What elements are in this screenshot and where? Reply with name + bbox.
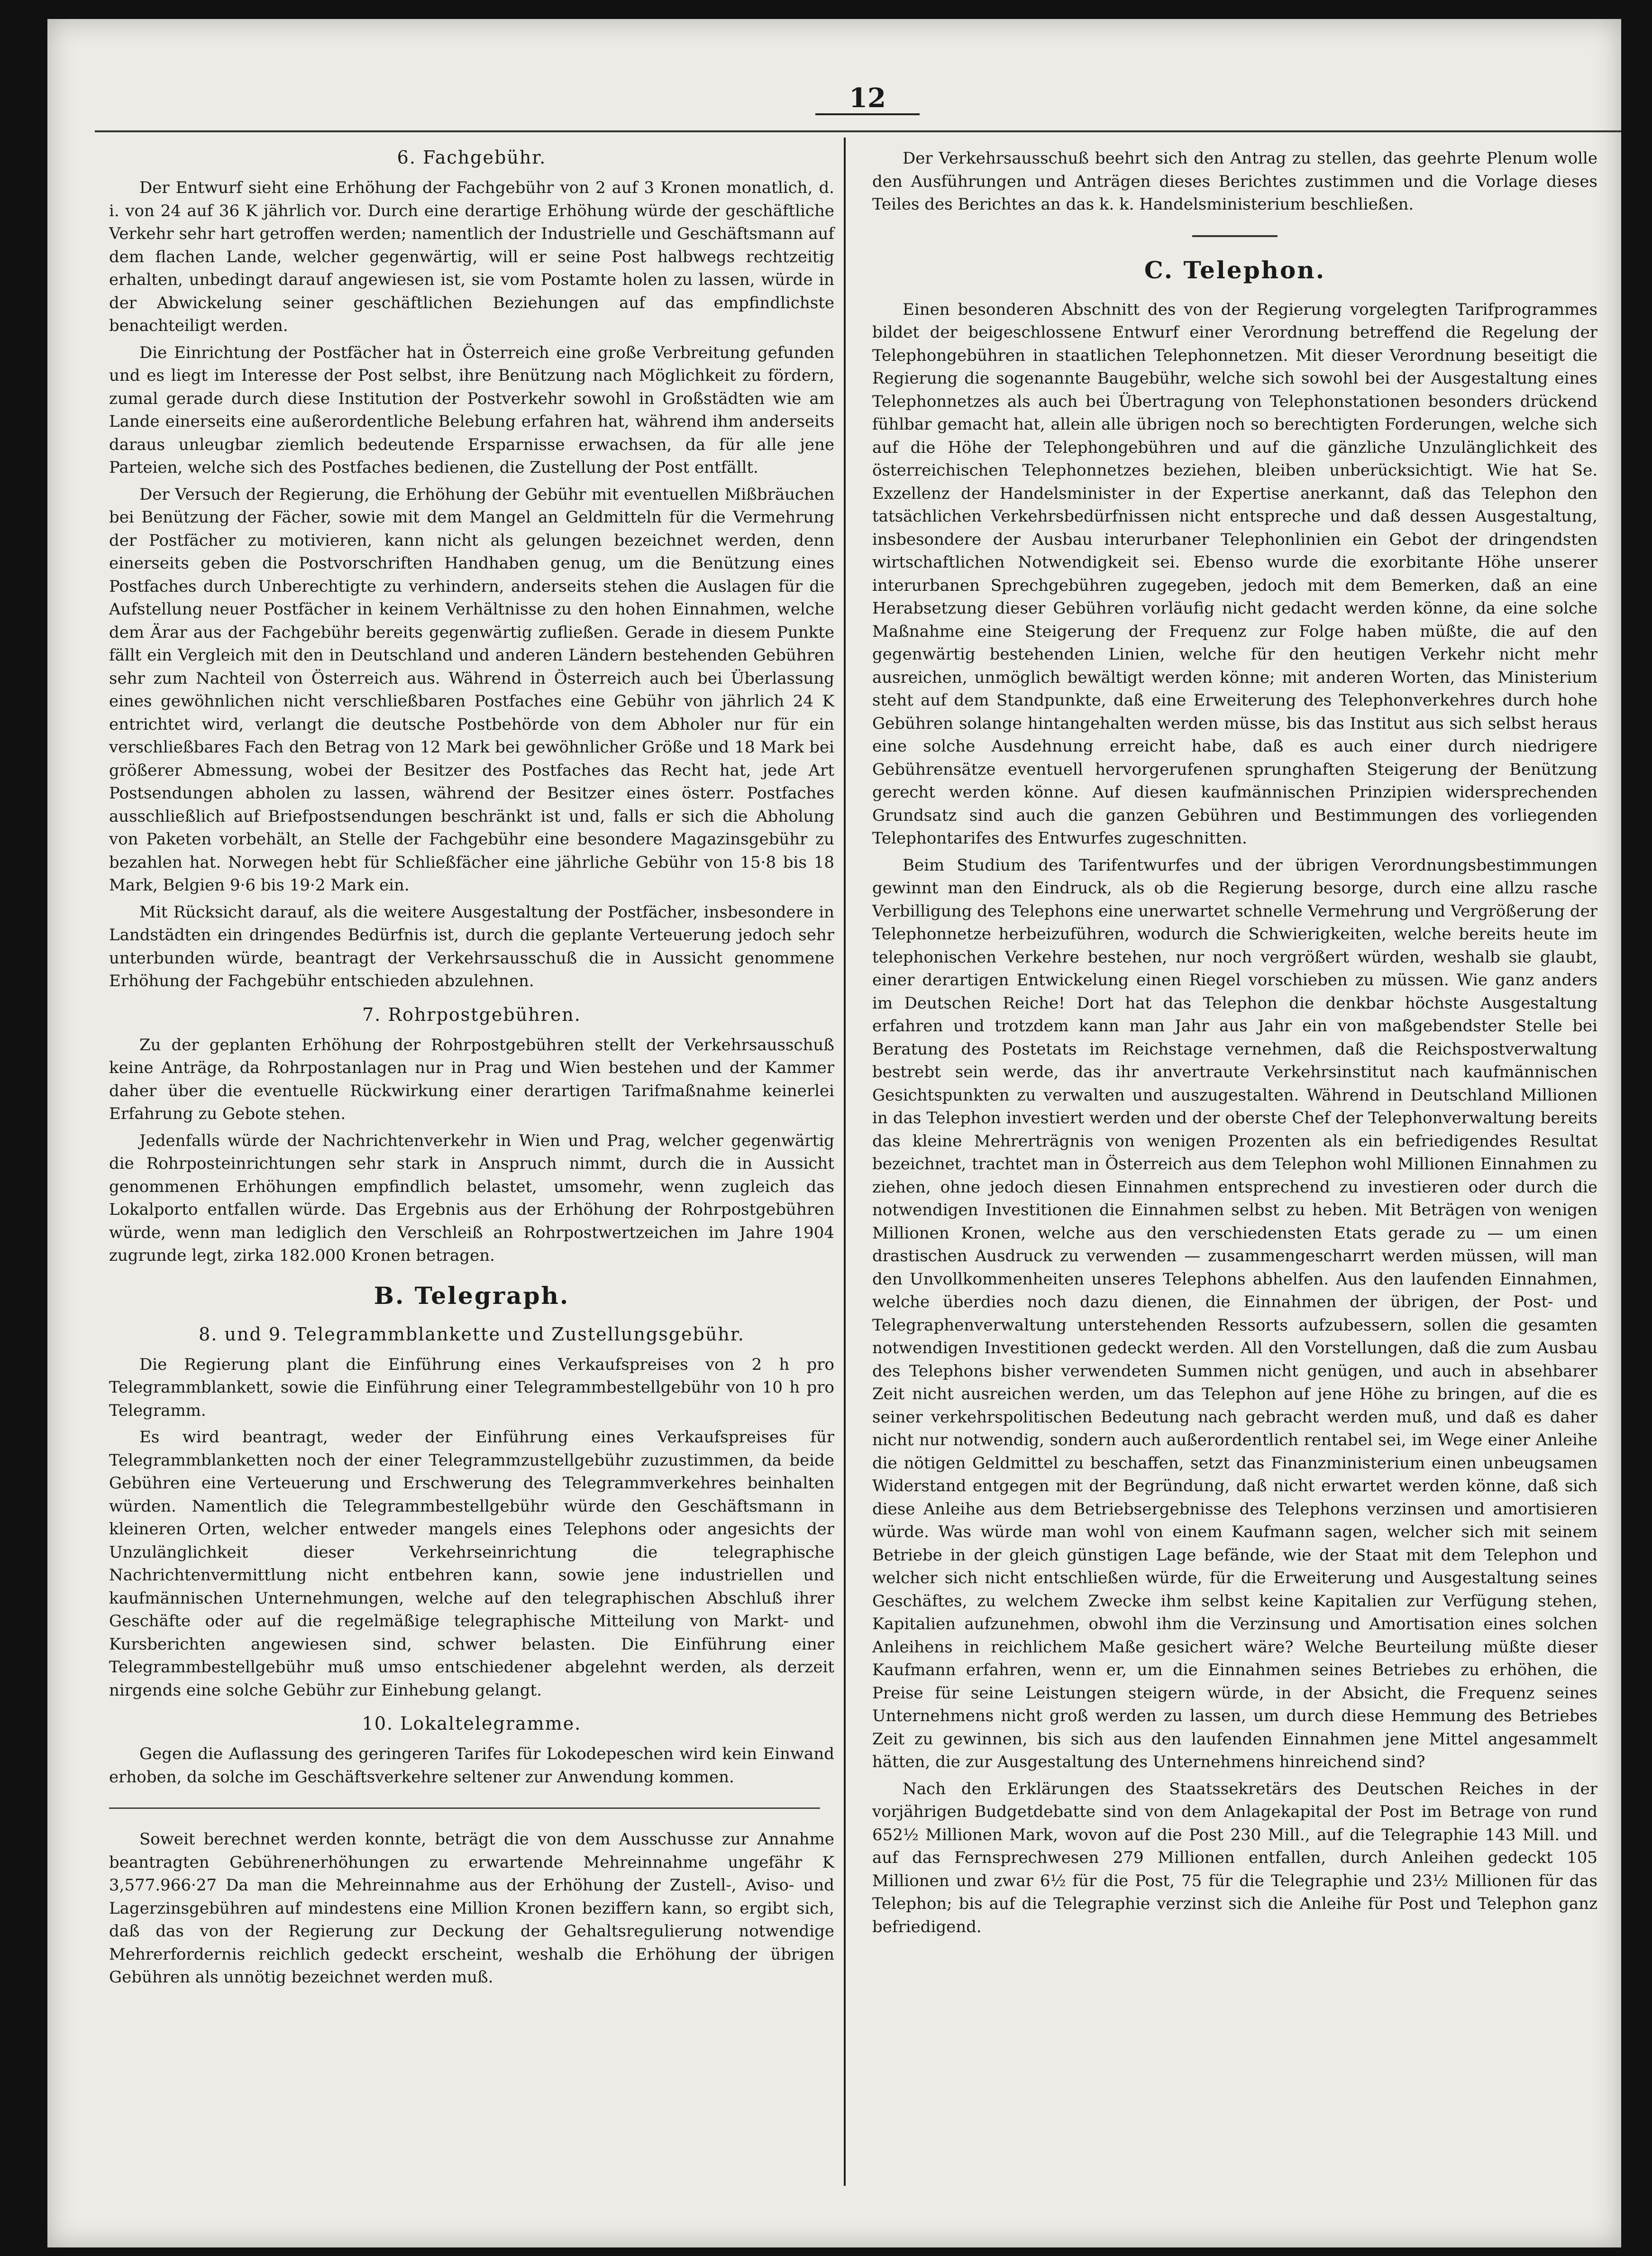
header-rule	[95, 130, 1621, 132]
section-heading-lokaltelegramme: 10. Lokaltelegramme.	[362, 1713, 582, 1734]
paragraph: Die Einrichtung der Postfächer hat in Österreich eine große Verbreitung gefunden und es liegt im Interesse der Post selbst, ihre Benützung nach Möglichkeit zu fördern, zumal gerade durch diese Institution der Postverkehr sowohl in Großstädten wie am Lande einerseits eine außerordentliche Belebung erfahren hat, während ihm anderseits daraus unleugbar ziemlich bedeutende Ersparnisse erwachsen, da für alle jene Parteien, welche sich des Postfaches bedienen, die Zustellung der Post entfällt.	[109, 343, 834, 477]
paragraph: Beim Studium des Tarifentwurfes und der übrigen Verordnungsbestimmungen gewinnt man den Eindruck, als ob die Regierung besorge, durch eine allzu rasche Verbilligung des Telephons eine unerwartet schnelle Vermehrung und Vergrößerung der Telephonnetze herbeizuführen, wodurch die Schwierigkeiten, welche bereits heute im telephonischen Verkehre bestehen, nur noch vergrößert würden, weshalb sie glaubt, einer derartigen Entwickelung einen Riegel vorschieben zu müssen. Wie ganz anders im Deutschen Reiche! Dort hat das Telephon die denkbar höchste Ausgestaltung erfahren und trotzdem kann man Jahr aus Jahr ein von maßgebendster Stelle bei Beratung des Postetats im Reichstage vernehmen, daß die Reichspostverwaltung bestrebt sein werde, das ihr anvertraute Verkehrsinstitut nach kaufmännischen Gesichtspunkten zu verwalten und auszugestalten. Während in Deutschland Millionen in das Telephon investiert werden und der oberste Chef der Telephonverwaltung bereits das kleine Mehrerträgnis von wenigen Prozenten als ein befriedigendes Resultat bezeichnet, trachtet man in Österreich aus dem Telephon wohl Millionen Einnahmen zu ziehen, ohne jedoch diesen Einnahmen entsprechend zu investieren oder durch die notwendigen Investitionen die Einnahmen selbst zu heben. Mit Beträgen von wenigen Millionen Kronen, welche aus den verschiedensten Etats gerade zu — um einen drastischen Ausdruck zu verwenden — zusammengescharrt werden müssen, will man den Unvollkommenheiten unseres Telephons abhelfen. Aus den laufenden Einnahmen, welche überdies noch dazu dienen, die Einnahmen der übrigen, der Post- und Telegraphenverwaltung unterstehenden Ressorts aufzubessern, sollen die gesamten notwendigen Investitionen gedeckt werden. All den Vorstellungen, daß die zum Ausbau des Telephons bisher verwendeten Summen nicht genügen, und auch in absehbarer Zeit nicht ausreichen werden, um das Telephon auf jene Höhe zu bringen, auf die es seiner verkehrspolitischen Bedeutung nach gebracht werden muß, und daß es daher nicht nur notwendig, sondern auch außerordentlich rentabel sei, im Wege einer Anleihe die nötigen Geldmittel zu beschaffen, setzt das Finanzministerium einen unbeugsamen Widerstand entgegen mit der Begründung, daß nicht erwartet werden könne, daß sich diese Anleihe aus dem Betriebsergebnisse des Telephons verzinsen und amortisieren würde. Was würde man wohl von einem Kaufmann sagen, welcher sich mit seinem Betriebe in der gleich günstigen Lage befände, wie der Staat mit dem Telephon und welcher sich nicht entschließen würde, für die Erweiterung und Ausgestaltung seines Geschäftes, zu welchem Zwecke ihm selbst keine Kapitalien zur Verfügung stehen, Kapitalien aufzunehmen, obwohl ihm die Verzinsung und Amortisation eines solchen Anleihens in reichlichem Maße gesichert wäre? Welche Beurteilung müßte dieser Kaufmann erfahren, wenn er, um die Einnahmen seines Betriebes zu erhöhen, die Preise für seine Leistungen steigern würde, in der Absicht, die Frequenz seines Unternehmens nicht groß werden zu lassen, um durch diese Hemmung des Betriebes Zeit zu gewinnen, bis sich aus den laufenden Einnahmen jene Mittel angesammelt hätten, die zur Ausgestaltung des Unternehmens hinreichend sind?	[872, 855, 1597, 1771]
left-column	[109, 147, 834, 1993]
paragraph: Gegen die Auflassung des geringeren Tarifes für Lokodepeschen wird kein Einwand erhoben, da solche im Geschäftsverkehre seltener zur Anwendung kommen.	[109, 1744, 834, 1787]
column-divider	[844, 138, 846, 2186]
paragraph: Der Versuch der Regierung, die Erhöhung der Gebühr mit eventuellen Mißbräuchen bei Benützung der Fächer, sowie mit dem Mangel an Geldmitteln für die Vermehrung der Postfächer zu motivieren, kann nicht als gelungen bezeichnet werden, denn einerseits geben die Postvorschriften Handhaben genug, um die Benützung eines Postfaches durch Unberechtigte zu verhindern, anderseits stehen die Auslagen für die Aufstellung neuer Postfächer in keinem Verhältnisse zu den hohen Einnahmen, welche dem Ärar aus der Fachgebühr bereits gegenwärtig zufließen. Gerade in diesem Punkte fällt ein Vergleich mit den in Deutschland und anderen Ländern bestehenden Gebühren sehr zum Nachteil von Österreich aus. Während in Österreich auch bei Überlassung eines gewöhnlichen nicht verschließbaren Postfaches eine Gebühr von jährlich 24 K entrichtet wird, verlangt die deutsche Postbehörde von dem Abholer nur für ein verschließbares Fach den Betrag von 12 Mark bei gewöhnlicher Größe und 18 Mark bei größerer Abmessung, wobei der Besitzer des Postfaches das Recht hat, jede Art Postsendungen abholen zu lassen, während der Besitzer eines österr. Postfaches ausschließlich auf Briefpostsendungen beschränkt ist und, falls er sich die Abholung von Paketen vorbehält, an Stelle der Fachgebühr eine besondere Magazinsgebühr zu bezahlen hat. Norwegen hebt für Schließfächer eine jährliche Gebühr von 15·8 bis 18 Mark, Belgien 9·6 bis 19·2 Mark ein.	[109, 485, 834, 895]
paragraph: Einen besonderen Abschnitt des von der Regierung vorgelegten Tarifprogrammes bildet der beigeschlossene Entwurf einer Verordnung betreffend die Regelung der Telephongebühren in staatlichen Telephonnetzen. Mit dieser Verordnung beseitigt die Regierung die sogenannte Baugebühr, welche sich sowohl bei der Ausgestaltung eines Telephonnetzes als auch bei Übertragung von Telephonstationen besonders drückend fühlbar gemacht hat, allein alle übrigen noch so berechtigten Forderungen, welche sich auf die Höhe der Telephongebühren und auf die gänzliche Unzulänglichkeit des österreichischen Telephonnetzes beziehen, bleiben unberücksichtigt. Wie hat Se. Exzellenz der Handelsminister in der Expertise anerkannt, daß das Telephon den tatsächlichen Verkehrsbedürfnissen nicht entspreche und daß dessen Ausgestaltung, insbesondere der Ausbau interurbaner Telephonlinien ein Gebot der dringendsten wirtschaftlichen Notwendigkeit sei. Ebenso wurde die exorbitante Höhe unserer interurbanen Sprechgebühren zugegeben, jedoch mit dem Bemerken, daß an eine Herabsetzung dieser Gebühren vorläufig nicht gedacht werden könne, da eine solche Maßnahme eine Steigerung der Frequenz zur Folge haben müßte, die auf den gegenwärtig bestehenden Linien, welche für den heutigen Verkehr nicht mehr ausreichen, unmöglich bewältigt werden könne; mit anderen Worten, das Ministerium steht auf dem Standpunkte, daß eine Erweiterung des Telephonverkehres durch hohe Gebühren solange hintangehalten werden müsse, bis das Institut aus sich selbst heraus eine solche Ausdehnung erreicht habe, daß es auch einer durch niedrigere Gebührensätze eventuell hervorgerufenen sprunghaften Steigerung der Benützung gerecht werden könne. Auf diesen kaufmännischen Prinzipien widersprechenden Grundsatz sind auch die ganzen Gebühren und Bestimmungen des vorliegenden Telephontarifes des Entwurfes zugeschnitten.	[872, 300, 1597, 848]
section-heading-telephon: C. Telephon.	[1144, 256, 1326, 284]
paragraph: Jedenfalls würde der Nachrichtenverkehr in Wien und Prag, welcher gegenwärtig die Rohrposteinrichtungen sehr stark in Anspruch nimmt, durch die in Aussicht genommenen Erhöhungen empfindlich belastet, umsomehr, wenn zugleich das Lokalporto entfallen würde. Das Ergebnis aus der Erhöhung der Rohrpostgebühren würde, wenn man lediglich den Verschleiß an Rohrpostwertzeichen im Jahre 1904 zugrunde legt, zirka 182.000 Kronen betragen.	[109, 1131, 834, 1265]
section-rule	[1192, 235, 1278, 237]
page-number: 12	[815, 83, 920, 115]
summary-paragraph: Soweit berechnet werden konnte, beträgt die von dem Ausschusse zur Annahme beantragten Gebührenerhöhungen zu erwartende Mehreinnahme ungefähr K 3,577.966·27 Da man die Mehreinnahme aus der Erhöhung der Zustell-, Aviso- und Lagerzinsgebühren auf mindestens eine Million Kronen beziffern kann, so ergibt sich, daß das von der Regierung zur Deckung der Gehaltsregulierung notwendige Mehrerfordernis reichlich gedeckt erscheint, weshalb die Erhöhung der übrigen Gebühren als unnötig bezeichnet werden muß.	[109, 1830, 834, 1987]
section-heading-fachgebuehr: 6. Fachgebühr.	[397, 147, 547, 168]
newspaper-page	[47, 19, 1621, 2247]
section-heading-rohrpost: 7. Rohrpostgebühren.	[362, 1004, 581, 1025]
paragraph: Mit Rücksicht darauf, als die weitere Ausgestaltung der Postfächer, insbesondere in Landstädten ein dringendes Bedürfnis ist, durch die geplante Verteuerung jedoch sehr unterbunden würde, beantragt der Verkehrsausschuß die in Aussicht genommene Erhöhung der Fachgebühr entschieden abzulehnen.	[109, 902, 834, 990]
paragraph: Es wird beantragt, weder der Einführung eines Verkaufspreises für Telegrammblanketten noch der einer Telegrammzustellgebühr zuzustimmen, da beide Gebühren eine Verteuerung und Erschwerung des Telegrammverkehres beinhalten würden. Namentlich die Telegrammbestellgebühr würde den Geschäftsmann in kleineren Orten, welcher entweder mangels eines Telephons oder angesichts der Unzulänglichkeit dieser Verkehrseinrichtung die telegraphische Nachrichtenvermittlung nicht entbehren kann, sowie jene industriellen und kaufmännischen Unternehmungen, welche auf den telegraphischen Abschluß ihrer Geschäfte oder auf die regelmäßige telegraphische Mitteilung von Markt- und Kursberichten angewiesen sind, schwer belasten. Die Einführung einer Telegrammbestellgebühr muß umso entschiedener abgelehnt werden, als derzeit nirgends eine solche Gebühr zur Einhebung gelangt.	[109, 1428, 834, 1700]
paragraph: Der Entwurf sieht eine Erhöhung der Fachgebühr von 2 auf 3 Kronen monatlich, d. i. von 24 auf 36 K jährlich vor. Durch eine derartige Erhöhung würde der geschäftliche Verkehr sehr hart getroffen werden; namentlich der Industrielle und Geschäftsmann auf dem flachen Lande, welcher gegenwärtig, will er seine Post halbwegs rechtzeitig erhalten, unbedingt darauf angewiesen ist, sie vom Postamte holen zu lassen, würde in der Abwickelung seiner geschäftlichen Beziehungen auf das empfindlichste benachteiligt werden.	[109, 178, 834, 335]
paragraph: Zu der geplanten Erhöhung der Rohrpostgebühren stellt der Verkehrsausschuß keine Anträge, da Rohrpostanlagen nur in Prag und Wien bestehen und der Kammer daher über die eventuelle Rückwirkung einer derartigen Tarifmaßnahme keinerlei Erfahrung zu Gebote stehen.	[109, 1035, 834, 1123]
intro-paragraph: Der Verkehrsausschuß beehrt sich den Antrag zu stellen, das geehrte Plenum wolle den Ausführungen und Anträgen dieses Berichtes zustimmen und die Vorlage dieses Teiles des Berichtes an das k. k. Handelsministerium beschließen.	[872, 149, 1597, 214]
paragraph: Nach den Erklärungen des Staatssekretärs des Deutschen Reiches in der vorjährigen Budgetdebatte sind von dem Anlagekapital der Post im Betrage von rund 652½ Millionen Mark, wovon auf die Post 230 Mill., auf die Telegraphie 143 Mill. und auf das Fernsprechwesen 279 Millionen entfallen, durch Anleihen gedeckt 105 Millionen und zwar 6½ für die Post, 75 für die Telegraphie und 23½ Millionen für das Telephon; bis auf die Telegraphie verzinst sich die Anleihe für Post und Telephon ganz befriedigend.	[872, 1779, 1597, 1936]
section-heading-telegrammblankette: 8. und 9. Telegrammblankette und Zustellungsgebühr.	[199, 1323, 745, 1345]
paragraph: Die Regierung plant die Einführung eines Verkaufspreises von 2 h pro Telegrammblankett, sowie die Einführung einer Telegrammbestellgebühr von 10 h pro Telegramm.	[109, 1355, 834, 1420]
section-rule	[109, 1807, 820, 1809]
section-heading-telegraph: B. Telegraph.	[374, 1281, 570, 1310]
right-column	[872, 147, 1597, 1942]
